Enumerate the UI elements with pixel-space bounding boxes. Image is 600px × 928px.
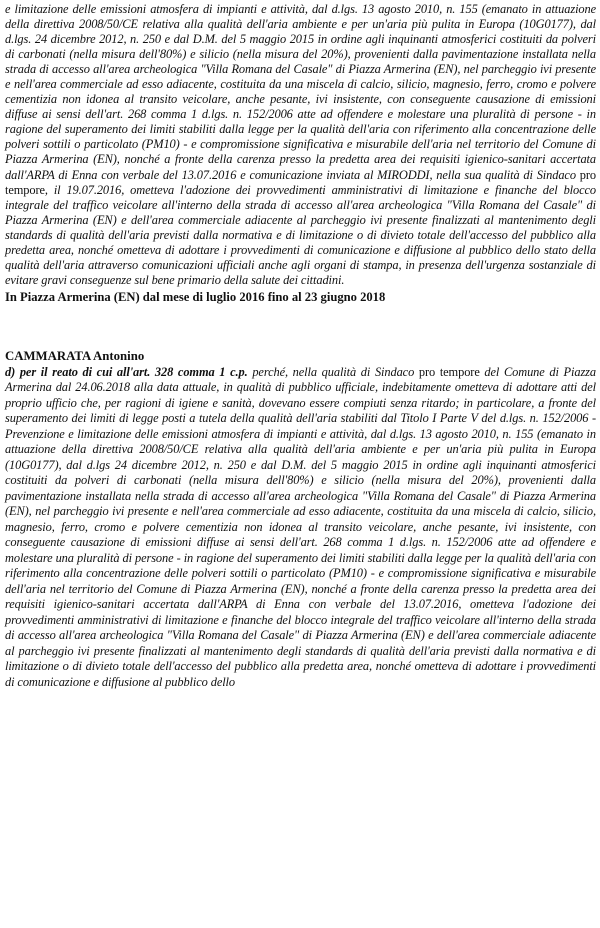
charge-paragraph-d bbox=[5, 365, 596, 691]
section-2-run: pro tempore bbox=[418, 364, 480, 379]
section-1-run: , il 19.07.2016, ometteva l'adozione dei provvedimenti amministrativi di limitazione e finanche del blocco integrale del traffico veicolare all'interno della strada di accesso all'area archeologica "Villa Romana del Casale" di Piazza Armerina (EN) e dell'area commerciale adiacente al parcheggio ivi presente finalizzati al mantenimento degli standards di qualità dell'aria previsti dalla normativa e di limitazione o di divieto totale dell'accesso del pubblico alla predetta area, nonché ometteva di adottare i provvedimenti di comunicazione e diffusione al pubblico dello stato della qualità dell'aria attraverso comunicazioni ufficiali anche agli organi di stampa, in presenza dell'urgenza sostanziale di evitare gravi conseguenze sul bene primario della salute dei cittadini. bbox=[5, 182, 596, 287]
charge-paragraph-c-continuation bbox=[5, 2, 596, 288]
section-gap bbox=[5, 305, 596, 349]
defendant-name: CAMMARATA Antonino bbox=[5, 348, 145, 363]
section-1-run: pro tempore bbox=[5, 167, 596, 197]
section-1-run: e limitazione delle emissioni atmosfera di impianti e attività, dal d.lgs. 13 agosto 2010, n. 155 (emanato in attuazione della direttiva 2008/50/CE relativa alla qualità dell'aria ambiente e per un'aria più pulita in Europa (10G0177), dal d.lgs. 24 dicembre 2012, n. 250 e dal D.M. del 5 maggio 2015 in ordine agli inquinanti atmosferici costituiti da polveri di carbonati (nella misura dell'80%) e silicio (nella misura del 20%), provenienti dalla pavimentazione installata nella strada di accesso all'area archeologica "Villa Romana del Casale" di Piazza Armerina (EN), nel parcheggio ivi presente e nell'area commerciale ad esso adiacente, costituita da una miscela di calcio, silicio, magnesio, ferro, cromo e polvere cementizia non idonea al transito veicolare, anche pesante, ivi insistente, con conseguente causazione di emissioni diffuse ai sensi dell'art. 268 comma 1 d.lgs. n. 152/2006 atte ad offendere e molestare una pluralità di persone - in ragione del superamento dei limiti stabiliti dalla legge per la qualità dell'aria con riferimento alla concentrazione delle polveri sottili o particolato (PM10) - e compromissione significativa e misurabile dell'aria nel territorio del Comune di Piazza Armerina (EN), nonché a fronte della carenza presso la predetta area dei requisiti igienico-sanitari accertata dall'ARPA di Enna con verbale del 13.07.2016 e comunicazione inviata al MIRODDI, nella sua qualità di Sindaco bbox=[5, 2, 596, 182]
section-2-run: del Comune di Piazza Armerina dal 24.06.2018 alla data attuale, in qualità di pubblico ufficiale, indebitamente ometteva di adottare atti del proprio ufficio che, per ragioni di igiene e sanità, dovevano essere compiuti senza ritardo; in particolare, a fronte del superamento dei limiti di legge posti a tutela della qualità dell'aria stabiliti dal Titolo I Parte V del d.lgs. n. 152/2006 - Prevenzione e limitazione delle emissioni atmosfera di impianti e attività, dal d.lgs. 13 agosto 2010, n. 155 (emanato in attuazione della direttiva 2008/50/CE relativa alla qualità dell'aria ambiente e per un'aria più pulita in Europa (10G0177), dal d.lgs 24 dicembre 2012, n. 250 e dal D.M. del 5 maggio 2015 in ordine agli inquinanti atmosferici costituiti da polveri di carbonati (nella misura dell'80%) e silicio (nella misura del 20%), provenienti dalla pavimentazione installata nella strada di accesso all'area archeologica "Villa Romana del Casale" di Piazza Armerina (EN), nel parcheggio ivi presente e nell'area commerciale ad esso adiacente, costituita da una miscela di calcio, silicio, magnesio, ferro, cromo e polvere cementizia non idonea al transito veicolare, anche pesante, ivi insistente, con conseguente causazione di emissioni diffuse ai sensi dell'art. 268 comma 1 d.lgs. n. 152/2006 atte ad offendere e molestare una pluralità di persone - in ragione del superamento dei limiti stabiliti dalla legge per la qualità dell'aria con riferimento alla concentrazione delle polveri sottili o particolato (PM10) - e compromissione significativa e misurabile dell'aria nel territorio del Comune di Piazza Armerina (EN), nonché a fronte della carenza presso la predetta area dei requisiti igienico-sanitari accertata dall'ARPA di Enna con verbale del 13.07.2016, ometteva l'adozione dei provvedimenti amministrativi di limitazione e finanche del blocco integrale del traffico veicolare all'interno della strada di accesso all'area archeologica "Villa Romana del Casale" di Piazza Armerina (EN) e dell'area commerciale adiacente al parcheggio ivi presente finalizzati al mantenimento degli standards di qualità dell'aria previsti dalla normativa e di limitazione o di divieto totale dell'accesso del pubblico alla predetta area, nonché ometteva di adottare i provvedimenti di comunicazione e diffusione al pubblico dello bbox=[5, 364, 596, 689]
place-and-date: In Piazza Armerina (EN) dal mese di luglio 2016 fino al 23 giugno 2018 bbox=[5, 289, 386, 304]
section-2-run: perché, nella qualità di Sindaco bbox=[247, 364, 419, 379]
charge-label: d) per il reato di cui all'art. 328 comma 1 c.p. bbox=[5, 364, 248, 379]
